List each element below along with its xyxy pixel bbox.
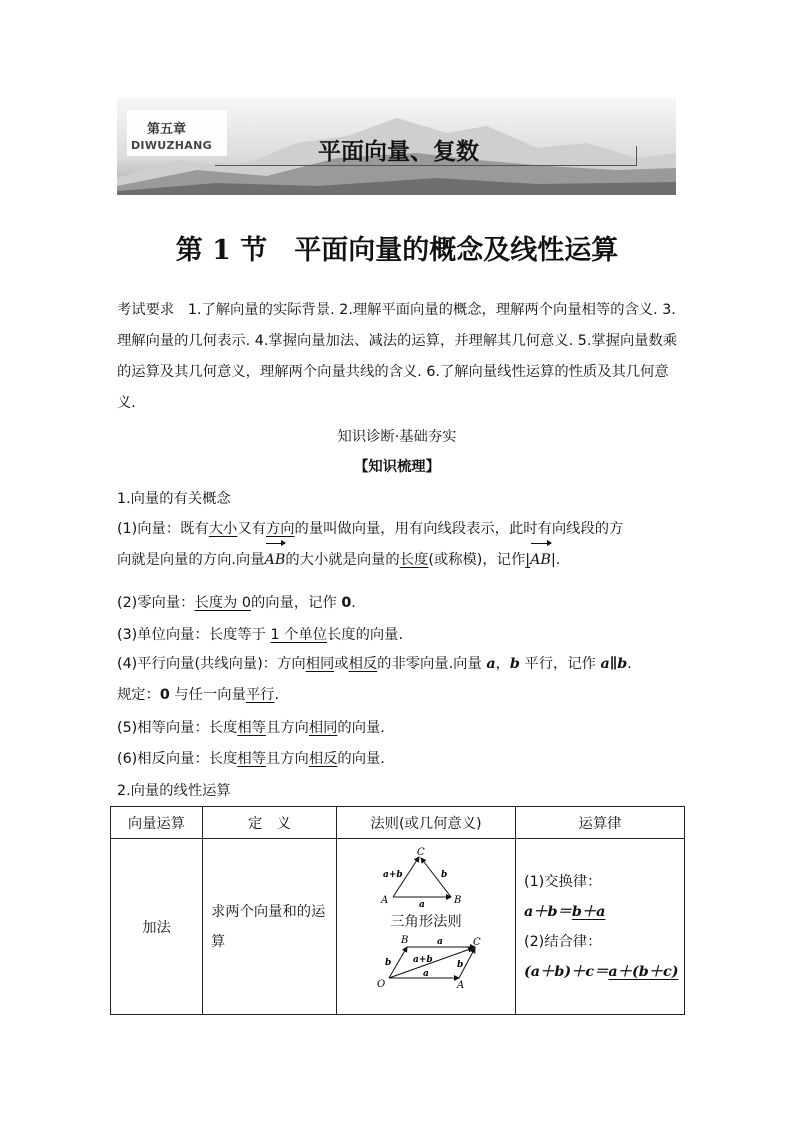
label-b: b: [441, 870, 448, 880]
label-a: a: [437, 937, 443, 947]
concept-item-3: [117, 624, 403, 644]
parallelogram-rule-diagram: [371, 933, 481, 989]
commutative-title: (1)交换律：: [524, 873, 602, 890]
table-header: 向量运算: [111, 807, 203, 839]
text: 又有: [237, 521, 266, 537]
op-cell: 加法: [111, 839, 203, 1015]
label-a-plus-b: a+b: [413, 955, 433, 965]
associative-law: [524, 957, 684, 987]
text: 与任一向量: [169, 687, 246, 703]
fill-blank: a＋(b＋c): [608, 963, 679, 980]
fill-blank: 长度: [399, 552, 429, 568]
fill-blank: 方向: [265, 521, 295, 537]
concept-item-5: [117, 717, 385, 737]
fill-blank: 相等: [237, 751, 266, 767]
text: .: [627, 656, 632, 672]
text: |: [525, 552, 531, 568]
text: (6)相反向量：长度: [117, 751, 238, 767]
text: 的大小就是向量的: [285, 552, 400, 568]
table-row: [111, 839, 685, 1015]
section-title: 第 1 节 平面向量的概念及线性运算: [175, 235, 619, 266]
text: (1)向量：既有: [117, 521, 209, 537]
associative-title: (2)结合律：: [524, 933, 602, 950]
text: |.: [550, 552, 561, 568]
vector-a: a: [486, 656, 496, 672]
requirements-text: 1.了解向量的实际背景. 2.理解平面向量的概念，理解两个向量相等的含义. 3.理解向量的几何表示. 4.掌握向量加法、减法的运算，并理解其几何意义. 5.掌握向量数乘的运算及其几何意义，理解两个向量共线的含义. 6.了解向量线性运算的性质及其几何意义.: [117, 302, 678, 411]
label-C: C: [473, 937, 481, 948]
concepts-heading: 1.向量的有关概念: [117, 491, 231, 507]
fill-blank: 大小: [208, 521, 238, 537]
vector-ab: AB: [265, 545, 286, 576]
chapter-divider: [215, 165, 636, 166]
concept-item-1: [117, 514, 679, 576]
parallel-notation: a∥b: [600, 656, 628, 672]
fill-blank: 相反: [308, 751, 338, 767]
knowledge-heading: 【知识梳理】: [354, 459, 440, 475]
label-C: C: [417, 847, 425, 858]
linear-ops-heading: 2.向量的线性运算: [117, 783, 231, 799]
text: 长度的向量.: [327, 627, 404, 643]
text: 向就是向量的方向.向量: [117, 552, 265, 568]
text: 的非零向量.向量: [377, 656, 487, 672]
text: 的向量.: [337, 751, 385, 767]
label-a: a: [423, 969, 429, 979]
chapter-divider-tick: [636, 146, 637, 166]
label-a-plus-b: a+b: [383, 870, 403, 880]
subheading: 知识诊断·基础夯实: [337, 429, 457, 445]
text: (或称模)，记作: [428, 552, 526, 568]
text: 规定：: [117, 687, 160, 703]
label-B: B: [454, 895, 462, 906]
law-cell: [516, 839, 685, 1015]
concept-item-2: [117, 592, 356, 612]
fill-blank: b＋a: [571, 903, 606, 920]
vector-ab: AB: [530, 545, 551, 576]
zero-vector: 0: [159, 687, 170, 703]
table-header: 运算律: [516, 807, 685, 839]
fill-blank: 长度为 0: [194, 595, 251, 611]
text: a＋b＝: [524, 903, 572, 920]
requirements-label: 考试要求: [117, 302, 175, 318]
triangle-rule-diagram: [371, 845, 481, 907]
text: .: [274, 687, 280, 703]
fill-blank: 相同: [308, 720, 338, 736]
label-A: A: [457, 980, 465, 989]
table-header: 法则(或几何意义): [337, 807, 516, 839]
text: 且方向: [265, 720, 309, 736]
table-header-row: [111, 807, 685, 839]
fill-blank: 平行: [245, 687, 275, 703]
label-a: a: [419, 900, 425, 907]
text: (2)零向量：: [117, 595, 195, 611]
text: 的量叫做向量，用有向线段表示，此时有向线段的方: [294, 521, 624, 537]
label-B: B: [401, 935, 409, 946]
exam-requirements: [117, 295, 679, 419]
vector-b: b: [509, 656, 520, 672]
zero-vector: 0: [341, 595, 352, 611]
text: 或: [334, 656, 349, 672]
fill-blank: 1 个单位: [270, 627, 327, 643]
table-header: 定 义: [203, 807, 337, 839]
chapter-pinyin: DIWUZHANG: [131, 139, 212, 152]
concept-item-4: [117, 649, 679, 711]
text: (3)单位向量：长度等于: [117, 627, 271, 643]
chapter-title: 平面向量、复数: [318, 139, 479, 165]
label-A: A: [381, 895, 389, 906]
text: ，: [495, 656, 510, 672]
triangle-rule-caption: 三角形法则: [390, 914, 462, 930]
linear-ops-table: [110, 806, 685, 1015]
text: 的向量，记作: [250, 595, 342, 611]
text: (5)相等向量：长度: [117, 720, 238, 736]
fill-blank: 相同: [305, 656, 335, 672]
text: .: [351, 595, 356, 611]
label-b: b: [385, 958, 392, 968]
ob-arrow: [389, 947, 407, 978]
text: 且方向: [265, 751, 309, 767]
chapter-label: 第五章: [147, 122, 187, 137]
text: (4)平行向量(共线向量)：方向: [117, 656, 306, 672]
text: 平行，记作: [519, 656, 601, 672]
text: (a＋b)＋c＝: [524, 963, 609, 980]
definition-cell: 求两个向量和的运算: [203, 839, 337, 1015]
label-b: b: [457, 960, 464, 970]
fill-blank: [525, 552, 551, 568]
fill-blank: 相反: [348, 656, 378, 672]
label-O: O: [377, 979, 386, 989]
rule-cell: [337, 839, 516, 1015]
text: 的向量.: [337, 720, 385, 736]
commutative-law: [524, 897, 684, 927]
fill-blank: 相等: [237, 720, 266, 736]
concept-item-6: [117, 748, 385, 768]
